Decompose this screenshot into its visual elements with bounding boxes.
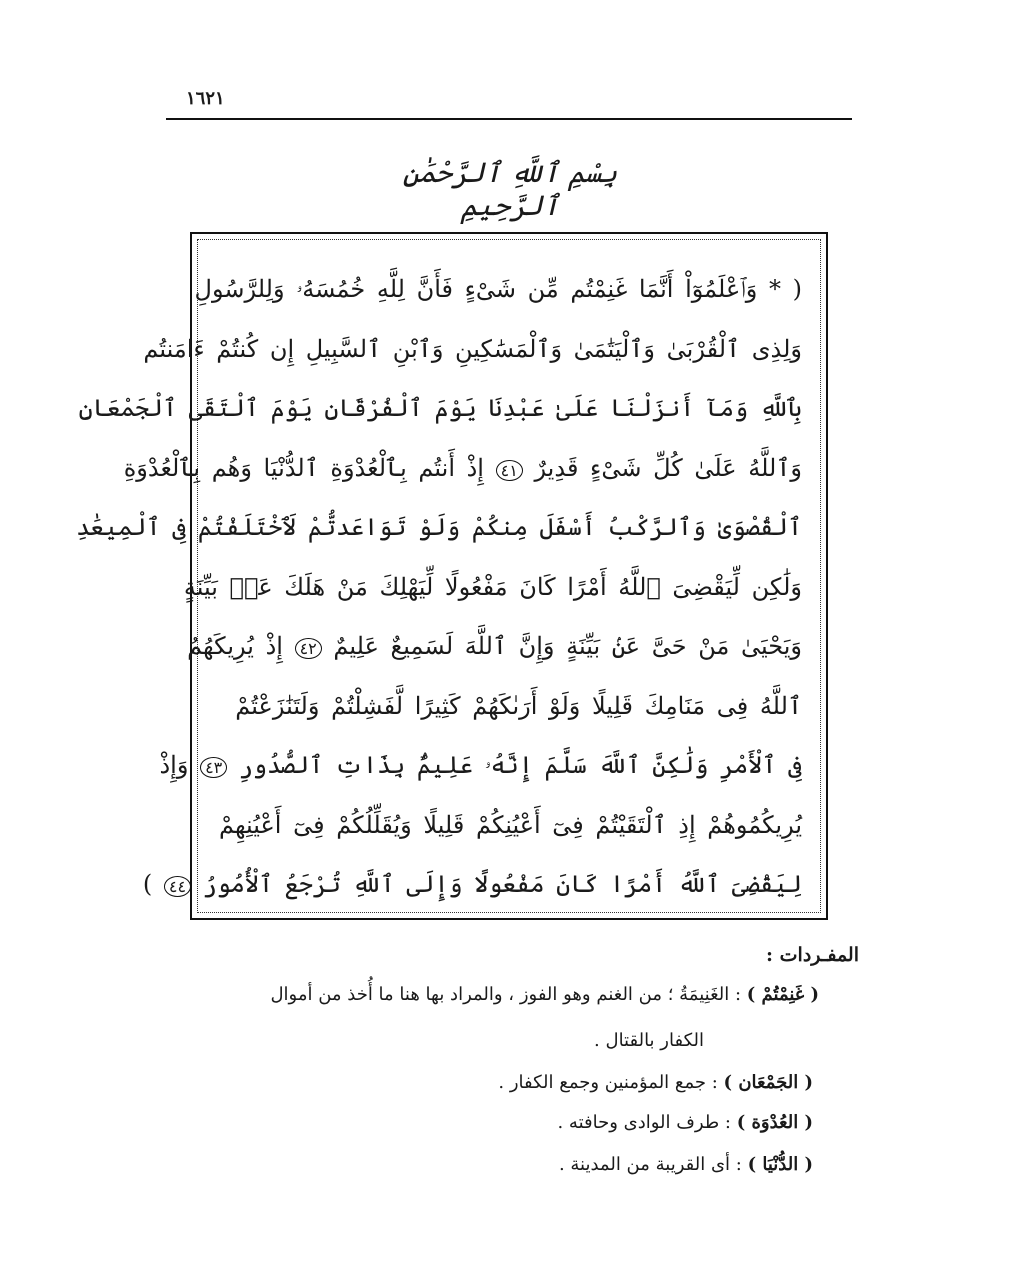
verse-line: فِى ٱلْأَمْرِ وَلَٰكِنَّ ٱللَّهَ سَلَّمَ إِنَّهُۥ عَلِيمٌۢ بِذَاتِ ٱلصُّدُورِ ٤٣ وَإِذْ (159, 751, 802, 779)
page-number: ١٦٢١ (186, 88, 225, 109)
ayah-number-marker: ٤٤ (164, 876, 191, 897)
verse-line: ٱلْقُصْوَىٰ وَٱلرَّكْبُ أَسْفَلَ مِنكُمْ وَلَوْ تَوَاعَدتُّمْ لَٱخْتَلَفْتُمْ فِى ٱلْمِيعَٰدِ (76, 513, 802, 541)
vocabulary-definition: : جمع المؤمنين وجمع الكفار . (498, 1072, 718, 1093)
vocabulary-entry (557, 1112, 813, 1133)
vocabulary-heading: المفـردات : (766, 944, 859, 966)
vocabulary-entry-continuation (594, 1030, 704, 1051)
vocabulary-entry (498, 1072, 813, 1093)
vocabulary-term: ( الجَمْعَان ) (723, 1072, 813, 1093)
basmala-heading: بِسْمِ ٱللَّهِ ٱلرَّحْمَٰنِ ٱلرَّحِيمِ (402, 156, 618, 222)
verse-line: وَٱللَّهُ عَلَىٰ كُلِّ شَىْءٍ قَدِيرٌ ٤١ إِذْ أَنتُم بِٱلْعُدْوَةِ ٱلدُّنْيَا وَهُم بِٱلْعُدْوَةِ (123, 453, 802, 482)
verse-line: ( * وَٱعْلَمُوٓاْ أَنَّمَا غَنِمْتُم مِّن شَىْءٍ فَأَنَّ لِلَّهِ خُمُسَهُۥ وَلِلرَّسُولِ (194, 275, 802, 303)
verse-text (76, 260, 802, 915)
verse-line: بِٱللَّهِ وَمَآ أَنزَلْنَا عَلَىٰ عَبْدِنَا يَوْمَ ٱلْفُرْقَانِ يَوْمَ ٱلْتَقَى ٱلْجَمْعَانِ (78, 394, 802, 422)
verse-line: وَيَحْيَىٰ مَنْ حَىَّ عَنۢ بَيِّنَةٍ وَإِنَّ ٱللَّهَ لَسَمِيعٌ عَلِيمٌ ٤٢ إِذْ يُرِيكَهُمُ (187, 632, 802, 660)
verse-frame (76, 232, 828, 920)
vocabulary-entry (270, 984, 819, 1005)
ayah-number-marker: ٤٣ (200, 757, 227, 778)
vocabulary-definition: : الغَنِيمَةُ ؛ من الغنم وهو الفوز ، والمراد بها هنا ما أُخذ من أموال (270, 984, 742, 1005)
vocabulary-definition: : طرف الوادى وحافته . (557, 1112, 731, 1133)
vocabulary-definition: : أى القريبة من المدينة . (558, 1154, 742, 1175)
vocabulary-definition: الكفار بالقتال . (594, 1030, 704, 1051)
vocabulary-term: ( العُدْوَة ) (736, 1112, 813, 1133)
verse-line: لِيَقْضِىَ ٱللَّهُ أَمْرًا كَانَ مَفْعُولًا وَإِلَى ٱللَّهِ تُرْجَعُ ٱلْأُمُورُ ٤٤ ) (142, 870, 802, 898)
verse-line: يُرِيكُمُوهُمْ إِذِ ٱلْتَقَيْتُمْ فِىٓ أَعْيُنِكُمْ قَلِيلًا وَيُقَلِّلُكُمْ فِىٓ أَعْيُنِهِمْ (218, 810, 802, 839)
vocabulary-term: ( غَنِمْتُمْ ) (746, 984, 819, 1005)
vocabulary-entry (559, 1154, 813, 1175)
verse-line: وَلَٰكِن لِّيَقْضِىَ ٱللَّهُ أَمْرًا كَانَ مَفْعُولًا لِّيَهْلِكَ مَنْ هَلَكَ عَنۢ بَيِّنَةٍ (183, 572, 802, 601)
ayah-number-marker: ٤١ (496, 460, 523, 481)
ayah-number-marker: ٤٢ (295, 638, 322, 659)
verse-line: وَلِذِى ٱلْقُرْبَىٰ وَٱلْيَتَٰمَىٰ وَٱلْمَسَٰكِينِ وَٱبْنِ ٱلسَّبِيلِ إِن كُنتُمْ ءَامَنتُم (143, 334, 802, 363)
vocabulary-term: ( الدُّنْيَا ) (747, 1154, 813, 1175)
verse-line: ٱللَّهُ فِى مَنَامِكَ قَلِيلًا وَلَوْ أَرَىٰكَهُمْ كَثِيرًا لَّفَشِلْتُمْ وَلَتَنَٰزَعْتُمْ (235, 691, 802, 720)
header-divider (166, 118, 852, 120)
